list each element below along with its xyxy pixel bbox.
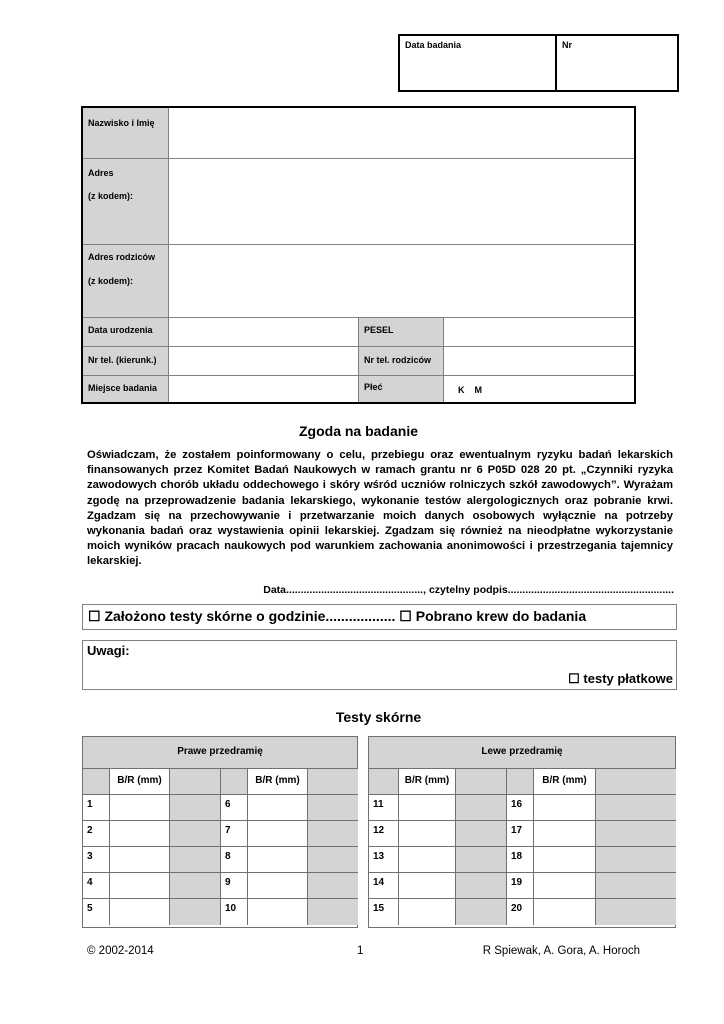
result-cell[interactable] <box>170 821 221 846</box>
result-cell[interactable] <box>456 899 507 925</box>
exam-place-field[interactable] <box>169 376 359 402</box>
br-value-cell[interactable] <box>248 821 308 846</box>
test-number-cell <box>83 847 110 872</box>
test-number-cell <box>369 899 399 925</box>
birth-date-row <box>83 318 634 347</box>
right-forearm-col-headers <box>83 769 357 795</box>
test-number: 11 <box>373 799 384 810</box>
pesel-label: PESEL <box>364 325 394 335</box>
test-number-cell <box>369 795 399 820</box>
skin-test-row <box>83 899 357 925</box>
test-number-cell <box>83 821 110 846</box>
test-number: 1 <box>87 799 93 810</box>
br-value-cell[interactable] <box>110 847 170 872</box>
phone-row <box>83 347 634 376</box>
pesel-label-cell <box>359 318 444 346</box>
test-number-cell <box>83 873 110 898</box>
test-number-cell <box>221 847 248 872</box>
notes-box[interactable] <box>82 640 677 690</box>
test-number: 16 <box>511 799 523 810</box>
test-number-cell <box>221 899 248 925</box>
br-value-cell[interactable] <box>534 795 596 820</box>
br-value-cell[interactable] <box>399 847 456 872</box>
address-postcode-label: (z kodem): <box>88 191 133 201</box>
skin-test-row <box>83 795 357 821</box>
test-number: 15 <box>373 903 385 914</box>
test-number-cell <box>507 847 534 872</box>
br-value-cell[interactable] <box>110 821 170 846</box>
skin-test-row <box>369 847 675 873</box>
br-value-cell[interactable] <box>110 873 170 898</box>
test-number: 13 <box>373 851 385 862</box>
br-value-cell[interactable] <box>534 873 596 898</box>
result-cell[interactable] <box>308 899 358 925</box>
test-number-cell <box>507 795 534 820</box>
br-value-cell[interactable] <box>399 873 456 898</box>
pesel-field[interactable] <box>444 318 634 346</box>
skin-test-row <box>369 821 675 847</box>
birth-date-field[interactable] <box>169 318 359 346</box>
parents-phone-field[interactable] <box>444 347 634 375</box>
br-value-cell[interactable] <box>110 899 170 925</box>
test-number: 2 <box>87 825 93 836</box>
exam-number-field[interactable] <box>557 36 677 90</box>
test-number: 8 <box>225 851 231 862</box>
skin-tests-title: Testy skórne <box>335 709 422 725</box>
exam-place-label: Miejsce badania <box>88 383 158 393</box>
footer-page-number: 1 <box>357 945 364 957</box>
exam-date-label: Data badania <box>405 40 462 50</box>
patch-tests-label: testy płatkowe <box>583 671 673 686</box>
phone-label: Nr tel. (kierunk.) <box>88 355 157 365</box>
test-number-cell <box>507 873 534 898</box>
name-row <box>83 108 634 159</box>
address-row <box>83 159 634 245</box>
notes-label: Uwagi: <box>87 643 130 658</box>
br-value-cell[interactable] <box>248 899 308 925</box>
test-number: 12 <box>373 825 385 836</box>
exam-number-label: Nr <box>562 40 573 50</box>
parents-address-row <box>83 245 634 318</box>
result-cell[interactable] <box>170 873 221 898</box>
parents-address-field[interactable] <box>169 245 634 317</box>
result-cell[interactable] <box>308 821 358 846</box>
tests-box <box>82 604 677 630</box>
result-cell[interactable] <box>170 847 221 872</box>
left-forearm-col-headers <box>369 769 675 795</box>
result-cell[interactable] <box>456 847 507 872</box>
address-label: Adres <box>88 168 114 178</box>
result-cell[interactable] <box>596 873 676 898</box>
test-number: 20 <box>511 903 523 914</box>
right-forearm-header: Prawe przedramię <box>83 737 357 769</box>
test-number-cell <box>83 795 110 820</box>
footer-copyright: © 2002-2014 <box>87 945 154 957</box>
consent-text: Oświadczam, że zostałem poinformowany o celu, przebiegu oraz ewentualnym ryzyku badań lekarskich finansowanych przez Komitet Badań Naukowych w ramach grantu nr 6 P05D 028 20 pt. „Czynniki ryzyka zawodowych chorób układu oddechowego i skóry wśród uczniów rolniczych szkół zawodowych”. Wyrażam zgodę na przeprowadzenie badania lekarskiego, wykonanie testów alergologicznych oraz pobranie krwi. Zgadzam się na przechowywanie i przetwarzanie moich danych osobowych wyłącznie na potrzeby wykonania badań oraz wystawienia opinii lekarskiej. Zgadzam się również na nieodpłatne wykorzystanie moich wyników pracach naukowych pod warunkiem zachowania anonimowości i przestrzegania tajemnicy lekarskiej. <box>87 449 673 568</box>
test-number-cell <box>221 795 248 820</box>
parents-phone-label: Nr tel. rodziców <box>364 355 432 365</box>
result-cell[interactable] <box>596 847 676 872</box>
footer-authors: R Spiewak, A. Gora, A. Horoch <box>482 945 640 957</box>
signature-line[interactable]: Data..............................................., czytelny podpis......................................................... <box>263 584 674 596</box>
result-cell[interactable] <box>308 873 358 898</box>
test-number: 9 <box>225 877 231 888</box>
parents-phone-label-cell <box>359 347 444 375</box>
parents-address-label: Adres rodziców <box>88 252 156 262</box>
skin-test-row <box>369 795 675 821</box>
result-cell[interactable] <box>456 873 507 898</box>
left-forearm-header: Lewe przedramię <box>369 737 675 769</box>
br-value-cell[interactable] <box>248 847 308 872</box>
result-cell[interactable] <box>456 795 507 820</box>
test-number: 3 <box>87 851 93 862</box>
test-number-cell <box>369 873 399 898</box>
name-label: Nazwisko i Imię <box>88 118 155 128</box>
result-cell[interactable] <box>308 847 358 872</box>
result-cell[interactable] <box>308 795 358 820</box>
result-cell[interactable] <box>170 899 221 925</box>
sex-field[interactable] <box>444 376 634 402</box>
test-number-cell <box>369 821 399 846</box>
skin-test-row <box>83 821 357 847</box>
test-number-cell <box>221 873 248 898</box>
br-value-cell[interactable] <box>534 899 596 925</box>
br-col-header: B/R (mm) <box>404 775 450 786</box>
skin-test-row <box>83 873 357 899</box>
test-number: 14 <box>373 877 385 888</box>
br-value-cell[interactable] <box>248 873 308 898</box>
skin-tests-checkbox[interactable]: ☐ <box>88 608 101 624</box>
test-number: 17 <box>511 825 523 836</box>
skin-test-row <box>369 899 675 925</box>
blood-label: Pobrano krew do badania <box>415 608 587 624</box>
skin-test-row <box>83 847 357 873</box>
birth-date-label: Data urodzenia <box>88 325 153 335</box>
br-value-cell[interactable] <box>248 795 308 820</box>
sex-label-cell <box>359 376 444 402</box>
patch-tests-checkbox[interactable]: ☐ <box>568 671 580 686</box>
br-value-cell[interactable] <box>534 821 596 846</box>
left-forearm-table <box>368 736 676 928</box>
test-number-cell <box>83 899 110 925</box>
result-cell[interactable] <box>596 899 676 925</box>
test-number-cell <box>507 899 534 925</box>
test-number-cell <box>369 847 399 872</box>
test-number: 19 <box>511 877 523 888</box>
exam-place-row <box>83 376 634 402</box>
test-number: 4 <box>87 877 93 888</box>
test-number: 6 <box>225 799 231 810</box>
sex-label: Płeć <box>364 382 383 392</box>
sex-options: K M <box>458 385 482 395</box>
skin-test-row <box>369 873 675 899</box>
result-cell[interactable] <box>596 795 676 820</box>
phone-field[interactable] <box>169 347 359 375</box>
exam-date-field[interactable] <box>400 36 557 90</box>
right-forearm-table <box>82 736 358 928</box>
br-col-header: B/R (mm) <box>255 775 300 786</box>
patch-tests-option[interactable] <box>568 671 673 687</box>
test-number-cell <box>507 821 534 846</box>
exam-date-box <box>398 34 679 92</box>
name-field[interactable] <box>169 108 634 158</box>
blood-checkbox[interactable]: ☐ <box>399 608 412 624</box>
result-cell[interactable] <box>170 795 221 820</box>
br-value-cell[interactable] <box>399 899 456 925</box>
br-value-cell[interactable] <box>399 795 456 820</box>
test-number: 7 <box>225 825 231 836</box>
test-number: 10 <box>225 903 237 914</box>
test-number: 18 <box>511 851 523 862</box>
personal-data-table <box>81 106 636 404</box>
test-number-cell <box>221 821 248 846</box>
parents-address-postcode-label: (z kodem): <box>88 276 133 286</box>
result-cell[interactable] <box>596 821 676 846</box>
test-number: 5 <box>87 903 93 914</box>
result-cell[interactable] <box>456 821 507 846</box>
br-value-cell[interactable] <box>399 821 456 846</box>
br-col-header: B/R (mm) <box>117 775 162 786</box>
br-col-header: B/R (mm) <box>542 775 587 786</box>
address-field[interactable] <box>169 159 634 244</box>
br-value-cell[interactable] <box>110 795 170 820</box>
br-value-cell[interactable] <box>534 847 596 872</box>
consent-title: Zgoda na badanie <box>298 423 418 439</box>
skin-tests-label: Założono testy skórne o godzinie.................. <box>104 608 396 624</box>
